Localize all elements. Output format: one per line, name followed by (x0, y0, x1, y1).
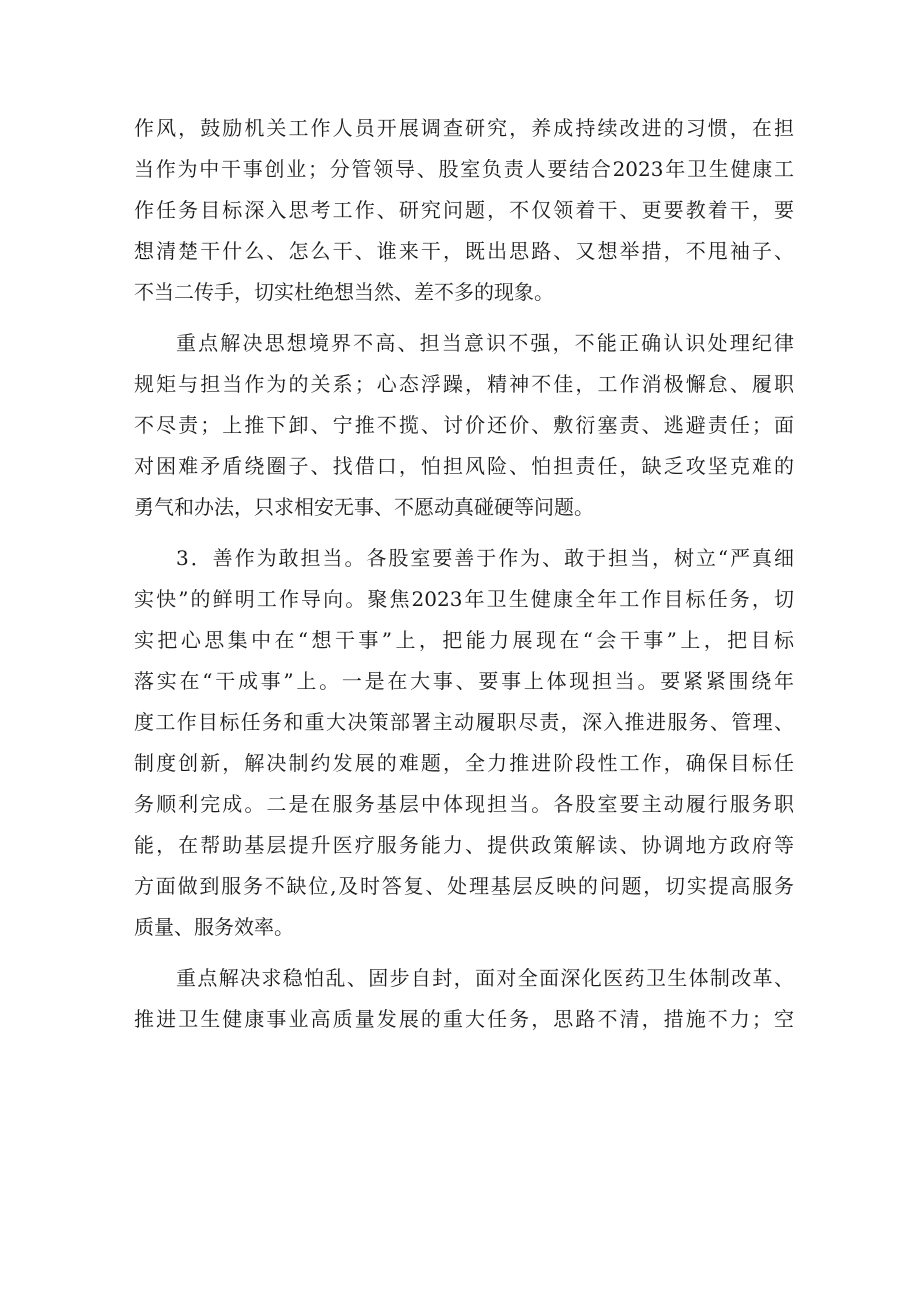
text-line: 作风，鼓励机关工作人员开展调查研究，养成持续改进的习惯，在担 (134, 116, 794, 140)
text-line: 规矩与担当作为的关系；心态浮躁，精神不佳，工作消极懈怠、履职 (134, 372, 794, 396)
paragraph-spacer (134, 528, 794, 538)
paragraph (134, 958, 794, 1040)
paragraph (134, 108, 794, 313)
text-line: 不尽责；上推下卸、宁推不揽、讨价还价、敷衍塞责、逃避责任；面 (134, 413, 794, 437)
text-line: 3．善作为敢担当。各股室要善于作为、敢于担当，树立“严真细 (176, 546, 794, 570)
text-line: 落实在“干成事”上。一是在大事、要事上体现担当。要紧紧围绕年 (134, 669, 794, 693)
text-line: 度工作目标任务和重大决策部署主动履职尽责，深入推进服务、管理、 (134, 710, 794, 734)
text-line: 推进卫生健康事业高质量发展的重大任务，思路不清，措施不力；空 (134, 1007, 794, 1031)
text-line: 对困难矛盾绕圈子、找借口，怕担风险、怕担责任，缺乏攻坚克难的 (134, 454, 794, 478)
text-line: 务顺利完成。二是在服务基层中体现担当。各股室要主动履行服务职 (134, 792, 794, 816)
text-line: 方面做到服务不缺位,及时答复、处理基层反映的问题，切实提高服务 (134, 874, 794, 898)
paragraph (134, 538, 794, 948)
text-line: 不当二传手，切实杜绝想当然、差不多的现象。 (134, 280, 554, 304)
text-line: 重点解决求稳怕乱、固步自封，面对全面深化医药卫生体制改革、 (176, 966, 794, 990)
text-line: 能，在帮助基层提升医疗服务能力、提供政策解读、协调地方政府等 (134, 833, 794, 857)
text-line: 勇气和办法，只求相安无事、不愿动真碰硬等问题。 (134, 495, 594, 519)
text-line: 当作为中干事创业；分管领导、股室负责人要结合2023年卫生健康工 (134, 157, 794, 181)
paragraph-spacer (134, 313, 794, 323)
paragraph (134, 323, 794, 528)
text-line: 质量、服务效率。 (134, 915, 294, 939)
paragraph-spacer (134, 948, 794, 958)
text-line: 作任务目标深入思考工作、研究问题，不仅领着干、更要教着干，要 (134, 198, 794, 222)
text-line: 实把心思集中在“想干事”上，把能力展现在“会干事”上，把目标 (134, 628, 794, 652)
text-line: 制度创新，解决制约发展的难题，全力推进阶段性工作，确保目标任 (134, 751, 794, 775)
document-body (134, 108, 794, 1040)
text-line: 重点解决思想境界不高、担当意识不强，不能正确认识处理纪律 (176, 331, 794, 355)
text-line: 想清楚干什么、怎么干、谁来干，既出思路、又想举措，不甩袖子、 (134, 239, 794, 263)
text-line: 实快”的鲜明工作导向。聚焦2023年卫生健康全年工作目标任务，切 (134, 587, 794, 611)
